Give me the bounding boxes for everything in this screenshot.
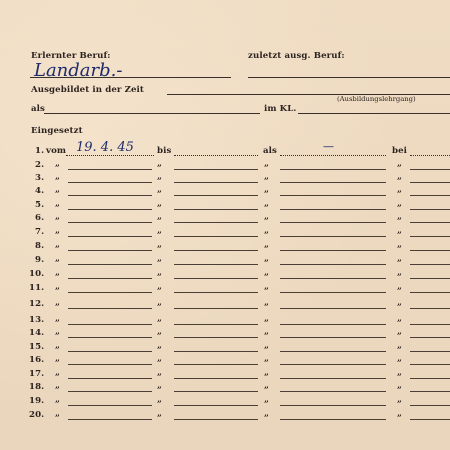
vom-line <box>68 391 152 392</box>
bis-line <box>174 169 258 170</box>
row-number: 3. <box>35 173 45 183</box>
ditto-mark: „ <box>397 240 403 250</box>
vom-line <box>68 405 152 406</box>
bis-line <box>174 264 258 265</box>
zuletzt-beruf-label: zuletzt ausg. Beruf: <box>248 51 345 61</box>
ditto-mark: „ <box>397 254 403 264</box>
vom-line <box>68 337 152 338</box>
ditto-mark: „ <box>264 282 270 292</box>
ditto-mark: „ <box>157 268 163 278</box>
bis-line <box>174 155 258 156</box>
ditto-mark: „ <box>397 172 403 182</box>
als-value: — <box>323 140 334 153</box>
ditto-mark: „ <box>397 381 403 391</box>
vom-line <box>68 250 152 251</box>
als-row-line <box>280 264 386 265</box>
erlernter-beruf-label: Erlernter Beruf: <box>31 51 111 61</box>
bei-line <box>410 264 450 265</box>
row-number: 16. <box>29 355 45 365</box>
bei-line <box>410 195 450 196</box>
vom-line <box>68 308 152 309</box>
als-row-line <box>280 278 386 279</box>
ditto-mark: „ <box>55 240 61 250</box>
bis-line <box>174 378 258 379</box>
ditto-mark: „ <box>397 185 403 195</box>
bis-line <box>174 278 258 279</box>
ditto-mark: „ <box>55 172 61 182</box>
ditto-mark: „ <box>55 314 61 324</box>
bei-line <box>410 378 450 379</box>
bei-line <box>410 364 450 365</box>
ditto-mark: „ <box>157 298 163 308</box>
ditto-mark: „ <box>157 381 163 391</box>
vom-line <box>68 222 152 223</box>
row-number: 19. <box>29 396 45 406</box>
ditto-mark: „ <box>157 254 163 264</box>
row-number: 4. <box>35 186 45 196</box>
ditto-mark: „ <box>264 240 270 250</box>
ditto-mark: „ <box>397 298 403 308</box>
ditto-mark: „ <box>264 159 270 169</box>
vom-line <box>68 292 152 293</box>
row-number: 15. <box>29 342 45 352</box>
ditto-mark: „ <box>264 212 270 222</box>
ditto-mark: „ <box>397 368 403 378</box>
ditto-mark: „ <box>55 395 61 405</box>
zuletzt-beruf-line <box>248 77 450 78</box>
ditto-mark: „ <box>55 185 61 195</box>
ditto-mark: „ <box>55 212 61 222</box>
ditto-mark: „ <box>264 268 270 278</box>
bis-line <box>174 351 258 352</box>
bis-line <box>174 195 258 196</box>
ditto-mark: „ <box>264 314 270 324</box>
ditto-mark: „ <box>264 395 270 405</box>
row-number: 11. <box>29 283 45 293</box>
ditto-mark: „ <box>397 354 403 364</box>
ditto-mark: „ <box>264 327 270 337</box>
ditto-mark: „ <box>157 159 163 169</box>
row-number: 7. <box>35 227 45 237</box>
ditto-mark: „ <box>264 199 270 209</box>
ditto-mark: „ <box>397 212 403 222</box>
bei-line <box>410 155 450 156</box>
ditto-mark: „ <box>157 226 163 236</box>
vom-value: 19. 4. 45 <box>76 140 134 155</box>
bis-line <box>174 209 258 210</box>
ditto-mark: „ <box>55 298 61 308</box>
ditto-mark: „ <box>157 314 163 324</box>
vom-line <box>68 324 152 325</box>
vom-line <box>68 378 152 379</box>
im-kl-label: im KL. <box>264 104 297 114</box>
bei-line <box>410 278 450 279</box>
ditto-mark: „ <box>264 226 270 236</box>
bei-line <box>410 419 450 420</box>
bis-line <box>174 364 258 365</box>
als-row-line <box>280 324 386 325</box>
bei-line <box>410 405 450 406</box>
ditto-mark: „ <box>157 368 163 378</box>
ditto-mark: „ <box>55 409 61 419</box>
bei-line <box>410 292 450 293</box>
ditto-mark: „ <box>55 254 61 264</box>
bis-line <box>174 292 258 293</box>
bis-line <box>174 236 258 237</box>
ditto-mark: „ <box>397 199 403 209</box>
vom-line <box>68 278 152 279</box>
bis-line <box>174 324 258 325</box>
ditto-mark: „ <box>397 282 403 292</box>
bei-label: bei <box>392 146 408 156</box>
bei-line <box>410 391 450 392</box>
ditto-mark: „ <box>157 327 163 337</box>
ausgebildet-label: Ausgebildet in der Zeit <box>31 85 144 95</box>
als-row-line <box>280 391 386 392</box>
bis-line <box>174 182 258 183</box>
im-kl-line <box>298 113 450 114</box>
ditto-mark: „ <box>55 368 61 378</box>
als-row-line <box>280 209 386 210</box>
ditto-mark: „ <box>157 409 163 419</box>
ditto-mark: „ <box>397 268 403 278</box>
als-row-line <box>280 419 386 420</box>
ditto-mark: „ <box>264 381 270 391</box>
vom-line <box>68 264 152 265</box>
ditto-mark: „ <box>55 268 61 278</box>
vom-label: vom <box>46 146 67 156</box>
ditto-mark: „ <box>157 172 163 182</box>
vom-line <box>66 155 154 156</box>
row-number: 14. <box>29 328 45 338</box>
bei-line <box>410 324 450 325</box>
row-number: 9. <box>35 255 45 265</box>
ditto-mark: „ <box>264 354 270 364</box>
erlernter-beruf-line <box>30 77 231 78</box>
ditto-mark: „ <box>264 368 270 378</box>
ditto-mark: „ <box>397 159 403 169</box>
ditto-mark: „ <box>264 409 270 419</box>
ditto-mark: „ <box>55 327 61 337</box>
eingesetzt-label: Eingesetzt <box>31 126 83 136</box>
ditto-mark: „ <box>157 395 163 405</box>
bis-line <box>174 308 258 309</box>
ditto-mark: „ <box>157 240 163 250</box>
row-number: 18. <box>29 382 45 392</box>
ditto-mark: „ <box>397 341 403 351</box>
row-number: 8. <box>35 241 45 251</box>
bei-line <box>410 236 450 237</box>
als-row-line <box>280 182 386 183</box>
als-row-line <box>280 195 386 196</box>
als-row-line <box>280 378 386 379</box>
bei-line <box>410 308 450 309</box>
ditto-mark: „ <box>157 212 163 222</box>
row-number: 13. <box>29 315 45 325</box>
ditto-mark: „ <box>397 226 403 236</box>
als-row-line <box>280 337 386 338</box>
ditto-mark: „ <box>157 199 163 209</box>
ditto-mark: „ <box>55 199 61 209</box>
als-row-line <box>280 405 386 406</box>
row-als-label: als <box>263 146 277 156</box>
als-row-line <box>280 308 386 309</box>
bis-line <box>174 405 258 406</box>
bei-line <box>410 250 450 251</box>
ditto-mark: „ <box>397 409 403 419</box>
als-line <box>44 113 260 114</box>
erlernter-beruf-value: Landarb.- <box>34 60 123 81</box>
bei-line <box>410 209 450 210</box>
vom-line <box>68 209 152 210</box>
ditto-mark: „ <box>264 254 270 264</box>
ditto-mark: „ <box>55 226 61 236</box>
ditto-mark: „ <box>55 282 61 292</box>
vom-line <box>68 419 152 420</box>
ditto-mark: „ <box>397 314 403 324</box>
bis-line <box>174 337 258 338</box>
ditto-mark: „ <box>55 159 61 169</box>
ditto-mark: „ <box>157 341 163 351</box>
bis-label: bis <box>157 146 172 156</box>
bei-line <box>410 222 450 223</box>
row-number: 2. <box>35 160 45 170</box>
bei-line <box>410 351 450 352</box>
row-number: 6. <box>35 213 45 223</box>
bis-line <box>174 419 258 420</box>
als-row-line <box>280 169 386 170</box>
bei-line <box>410 337 450 338</box>
ditto-mark: „ <box>55 354 61 364</box>
bei-line <box>410 169 450 170</box>
bei-line <box>410 182 450 183</box>
als-row-line <box>280 222 386 223</box>
bis-line <box>174 391 258 392</box>
ditto-mark: „ <box>157 185 163 195</box>
als-row-line <box>280 250 386 251</box>
bis-line <box>174 250 258 251</box>
row-number: 5. <box>35 200 45 210</box>
ditto-mark: „ <box>264 172 270 182</box>
als-row-line <box>280 364 386 365</box>
row-number: 17. <box>29 369 45 379</box>
vom-line <box>68 351 152 352</box>
ditto-mark: „ <box>397 395 403 405</box>
vom-line <box>68 364 152 365</box>
ausbildungslehrgang-label: (Ausbildungslehrgang) <box>337 95 416 103</box>
row-number: 1. <box>35 146 45 156</box>
als-row-line <box>280 292 386 293</box>
ditto-mark: „ <box>264 185 270 195</box>
ditto-mark: „ <box>264 298 270 308</box>
row-number: 20. <box>29 410 45 420</box>
als-row-line <box>280 236 386 237</box>
vom-line <box>68 182 152 183</box>
ditto-mark: „ <box>55 381 61 391</box>
vom-line <box>68 195 152 196</box>
ditto-mark: „ <box>55 341 61 351</box>
row-number: 10. <box>29 269 45 279</box>
als-row-line <box>280 351 386 352</box>
ditto-mark: „ <box>397 327 403 337</box>
vom-line <box>68 236 152 237</box>
ditto-mark: „ <box>157 282 163 292</box>
row-number: 12. <box>29 299 45 309</box>
bis-line <box>174 222 258 223</box>
ditto-mark: „ <box>157 354 163 364</box>
ditto-mark: „ <box>264 341 270 351</box>
als-label: als <box>31 104 45 114</box>
als-row-line <box>280 155 386 156</box>
vom-line <box>68 169 152 170</box>
